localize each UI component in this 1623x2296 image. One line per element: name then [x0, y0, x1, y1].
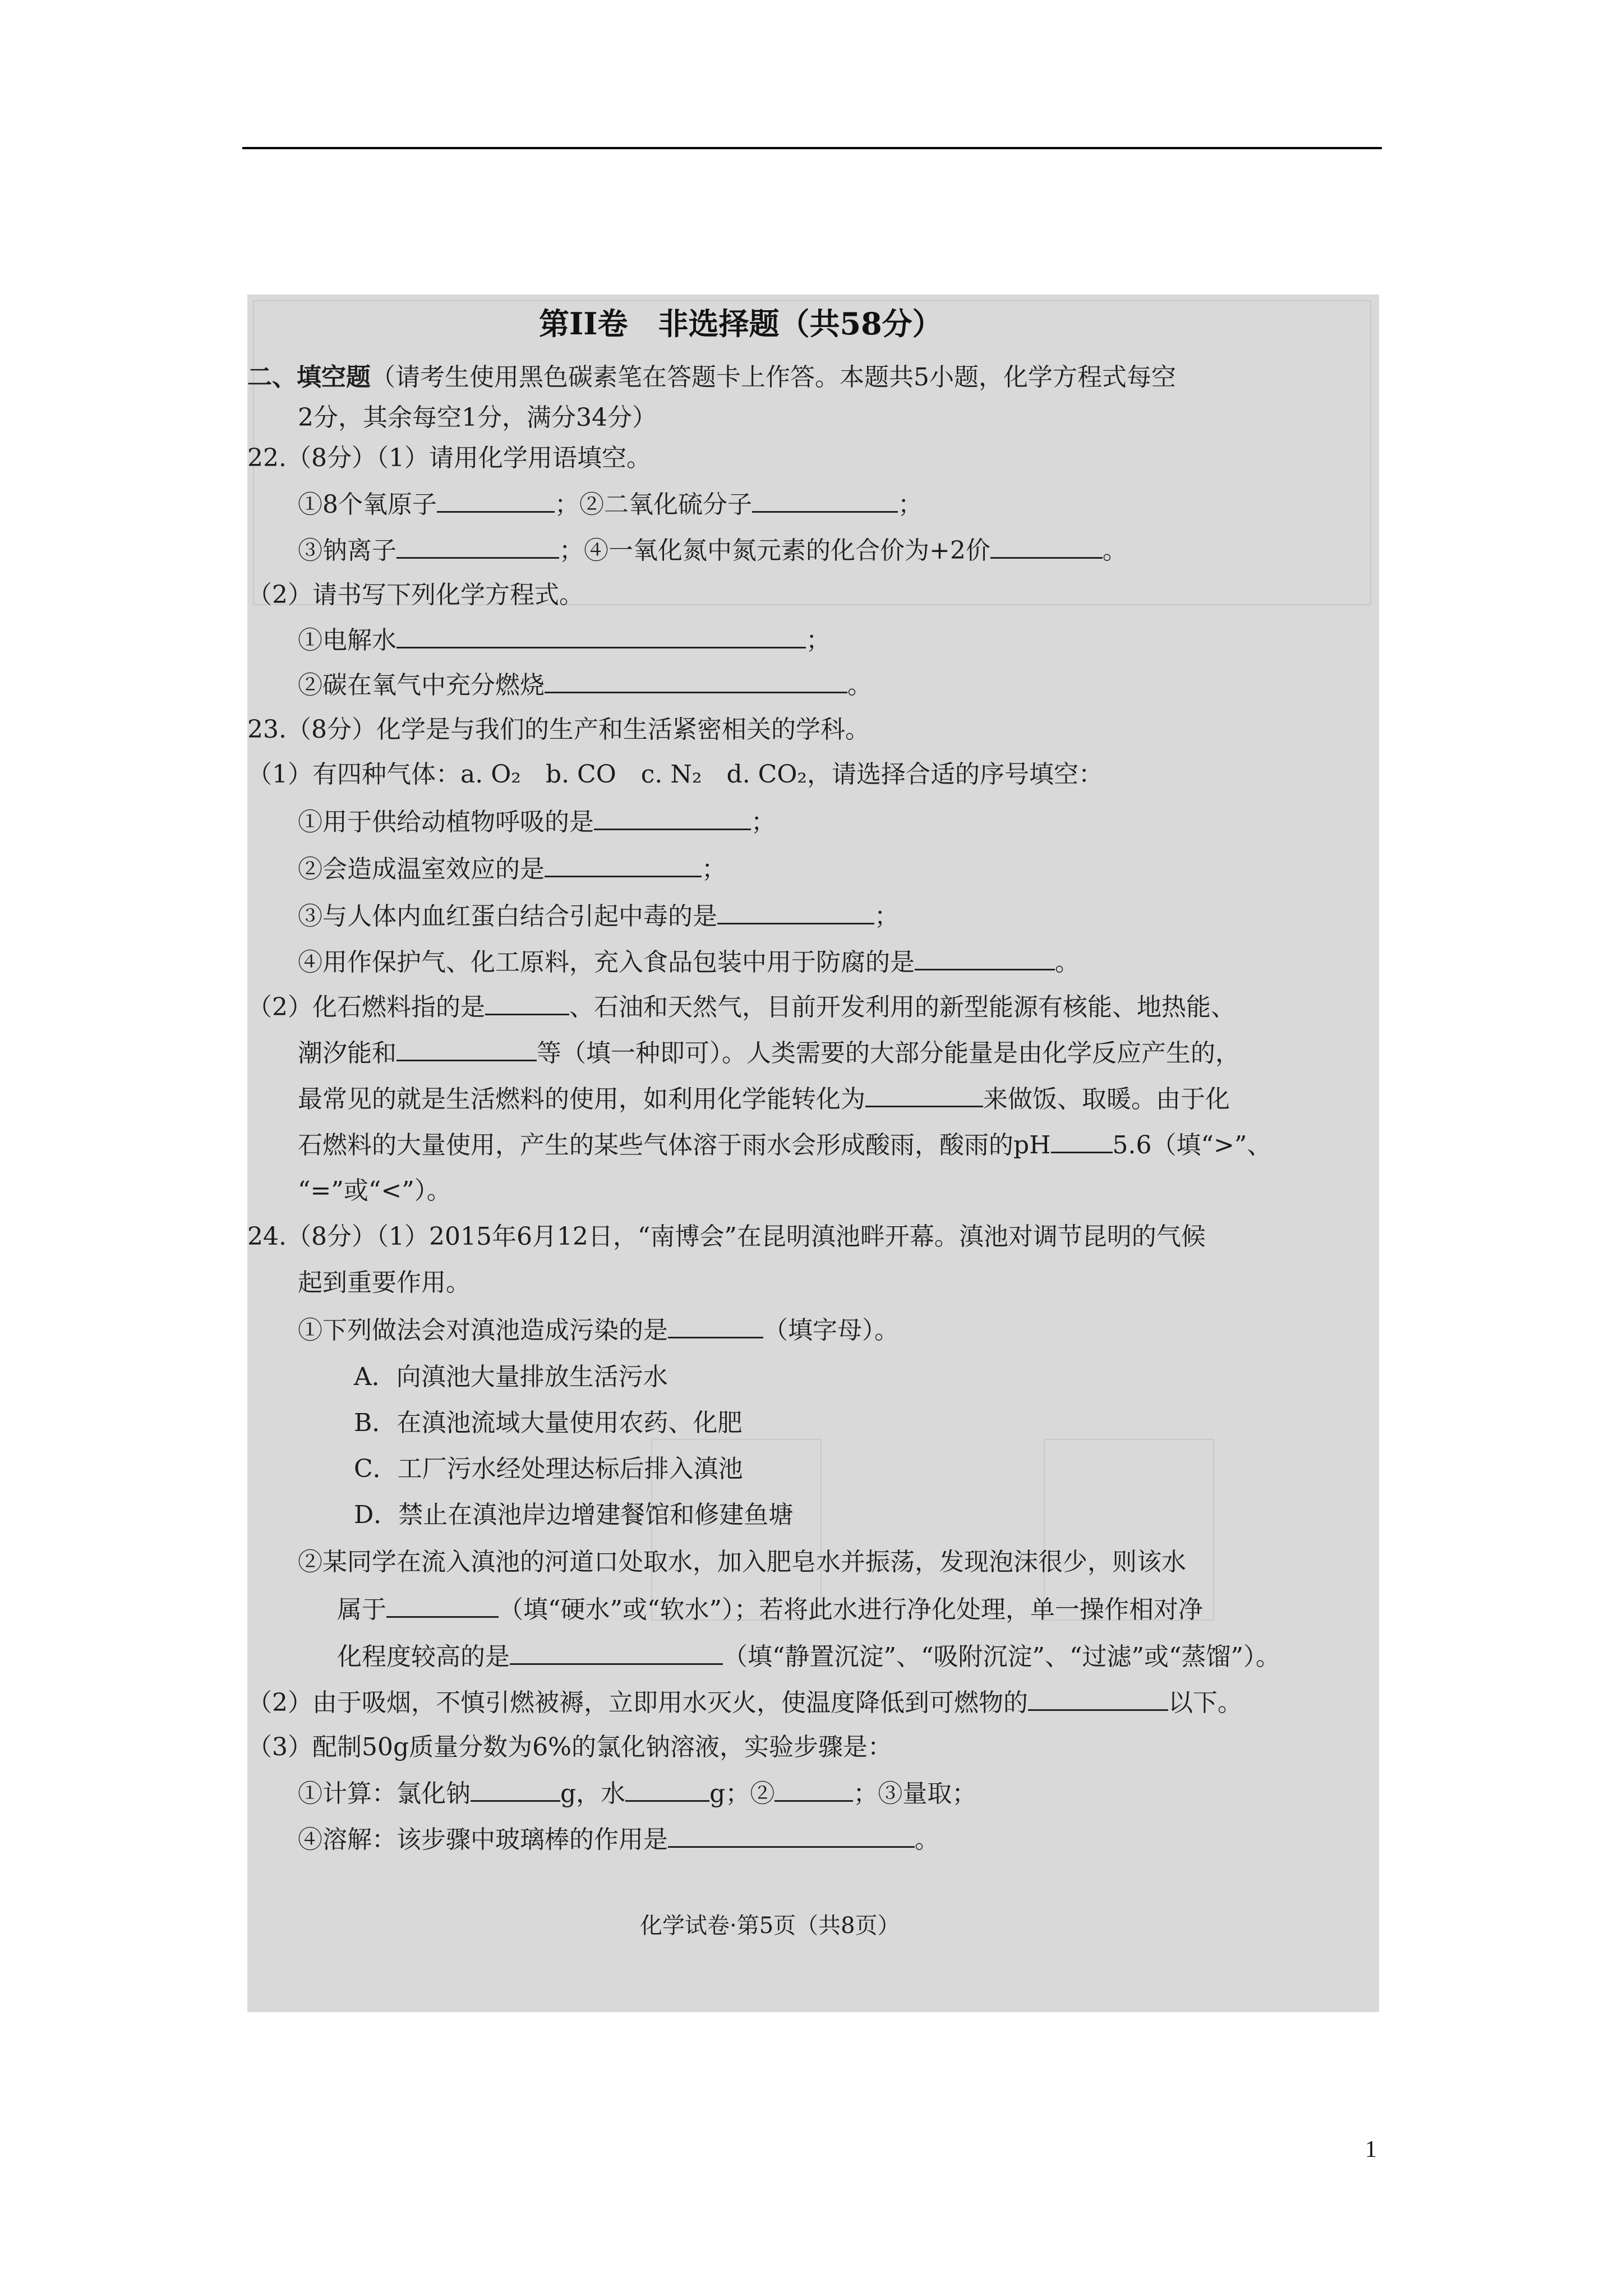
answer-blank[interactable]	[396, 535, 559, 559]
q24-option-c: C．工厂污水经处理达标后排入滇池	[354, 1455, 743, 1483]
q22-item3: ③钠离子	[298, 536, 396, 565]
q22-item2: ；②二氧化硫分子	[555, 490, 752, 519]
page-number: 1	[1365, 2137, 1377, 2162]
answer-blank[interactable]	[386, 1594, 499, 1618]
q23-sub2-text-a: （2）化石燃料指的是	[247, 993, 485, 1022]
q23-sub2-line1	[247, 991, 1235, 1023]
punctuation: ；	[806, 626, 831, 655]
answer-blank[interactable]	[396, 1037, 537, 1061]
q22-item5: ①电解水	[298, 626, 396, 655]
answer-blank[interactable]	[668, 1314, 763, 1338]
q23-head: 23.（8分）化学是与我们的生产和生活紧密相关的学科。	[247, 715, 870, 744]
scanned-exam-page	[247, 295, 1379, 2012]
answer-blank[interactable]	[471, 1778, 560, 1802]
q24-step1-d: ；③量取；	[853, 1779, 977, 1808]
q23-sub2-line4-a: 石燃料的大量使用，产生的某些气体溶于雨水会形成酸雨，酸雨的pH	[298, 1131, 1051, 1159]
q24-sub2	[247, 1687, 1242, 1719]
answer-blank[interactable]	[545, 853, 702, 877]
q24-c1	[298, 1314, 899, 1346]
q22-line4	[298, 669, 872, 701]
q24-option-d: D．禁止在滇池岸边增建餐馆和修建鱼塘	[354, 1501, 794, 1529]
q23-item3	[298, 900, 899, 932]
q22-item1: ①8个氧原子	[298, 490, 437, 519]
answer-blank[interactable]	[437, 489, 555, 513]
part2-instruction-1	[247, 362, 1176, 393]
q22-line3	[298, 624, 831, 656]
q23-sub2-line4-b: 5.6（填“>”、	[1112, 1131, 1272, 1159]
q24-step2-a: ④溶解：该步骤中玻璃棒的作用是	[298, 1825, 668, 1854]
q22-item4: ；④一氧化氮中氮元素的化合价为+2价	[559, 536, 990, 565]
q22-item6: ②碳在氧气中充分燃烧	[298, 671, 545, 700]
q22-line1	[298, 489, 923, 521]
answer-blank[interactable]	[774, 1778, 853, 1802]
q22-line2	[298, 535, 1127, 567]
answer-blank[interactable]	[717, 900, 874, 924]
header-rule	[242, 147, 1382, 149]
q23-item4	[298, 946, 1080, 978]
q24-step1	[298, 1778, 976, 1810]
q23-item3-text: ③与人体内血红蛋白结合引起中毒的是	[298, 902, 717, 931]
answer-blank[interactable]	[1028, 1687, 1168, 1711]
section-title: 第II卷 非选择题（共58分）	[539, 306, 943, 342]
answer-blank[interactable]	[865, 1083, 983, 1107]
q23-sub2-line3-a: 最常见的就是生活燃料的使用，如利用化学能转化为	[298, 1085, 865, 1114]
answer-blank[interactable]	[625, 1778, 709, 1802]
punctuation: 。	[847, 671, 872, 700]
punctuation: 。	[1102, 536, 1127, 565]
q23-sub1: （1）有四种气体：a. O₂ b. CO c. N₂ d. CO₂，请选择合适的序号填空：	[247, 760, 1104, 789]
answer-blank[interactable]	[594, 806, 751, 830]
q24-step1-c: g；②	[709, 1779, 775, 1808]
q24-c1-hint: （填字母）。	[763, 1316, 899, 1345]
punctuation: ；	[751, 808, 776, 836]
answer-blank[interactable]	[1051, 1129, 1113, 1153]
q23-item1-text: ①用于供给动植物呼吸的是	[298, 808, 594, 836]
q24-step2	[298, 1824, 939, 1856]
q24-head2: 起到重要作用。	[298, 1268, 471, 1297]
q24-c2-line2-a: 属于	[337, 1595, 386, 1624]
q22-head: 22.（8分）（1）请用化学用语填空。	[247, 444, 651, 472]
answer-blank[interactable]	[668, 1824, 915, 1848]
q24-step1-b: g，水	[560, 1779, 626, 1808]
q24-step1-a: ①计算：氯化钠	[298, 1779, 471, 1808]
q24-c2-line3	[337, 1641, 1280, 1673]
q23-item1	[298, 806, 776, 838]
punctuation: ；	[898, 490, 923, 519]
q24-head: 24.（8分）（1）2015年6月12日，“南博会”在昆明滇池畔开幕。滇池对调节昆明的气候	[247, 1222, 1206, 1251]
q23-sub2-line3-b: 来做饭、取暖。由于化	[983, 1085, 1230, 1114]
q23-item4-text: ④用作保护气、化工原料，充入食品包装中用于防腐的是	[298, 948, 915, 977]
punctuation: ；	[874, 902, 899, 931]
q24-sub3: （3）配制50g质量分数为6%的氯化钠溶液，实验步骤是：	[247, 1733, 892, 1761]
punctuation: 。	[1055, 948, 1080, 977]
q24-sub2-end: 以下。	[1168, 1688, 1242, 1717]
q23-sub2-text-b: 、石油和天然气，目前开发利用的新型能源有核能、地热能、	[569, 993, 1235, 1022]
q24-c2-line2	[337, 1594, 1203, 1626]
punctuation: ；	[702, 855, 726, 884]
part2-heading: 二、填空题	[247, 363, 371, 392]
q23-item2-text: ②会造成温室效应的是	[298, 855, 545, 884]
answer-blank[interactable]	[990, 535, 1103, 559]
q23-sub2-line4	[298, 1129, 1271, 1161]
q24-option-a: A．向滇池大量排放生活污水	[354, 1363, 668, 1391]
q23-sub2-line3	[298, 1083, 1230, 1115]
q23-sub2-line5: “=”或“<”）。	[298, 1176, 451, 1205]
answer-blank[interactable]	[545, 669, 847, 693]
exam-footer: 化学试卷·第5页（共8页）	[640, 1913, 900, 1939]
q24-c2-line3-a: 化程度较高的是	[337, 1642, 510, 1671]
answer-blank[interactable]	[915, 946, 1055, 970]
q24-option-b: B．在滇池流域大量使用农药、化肥	[354, 1409, 743, 1437]
q24-c2-line1: ②某同学在流入滇池的河道口处取水，加入肥皂水并振荡，发现泡沫很少，则该水	[298, 1548, 1186, 1576]
q22-sub2: （2）请书写下列化学方程式。	[247, 581, 584, 609]
q23-sub2-line2-a: 潮汐能和	[298, 1039, 396, 1068]
q24-sub2-text: （2）由于吸烟，不慎引燃被褥，立即用水灭火，使温度降低到可燃物的	[247, 1688, 1028, 1717]
answer-blank[interactable]	[485, 991, 569, 1015]
q23-item2	[298, 853, 726, 885]
punctuation: 。	[915, 1825, 939, 1854]
q23-sub2-line2	[298, 1037, 1240, 1069]
part2-instruction-text: （请考生使用黑色碳素笔在答题卡上作答。本题共5小题，化学方程式每空	[371, 363, 1176, 392]
q24-c2-line2-b: （填“硬水”或“软水”）；若将此水进行净化处理，单一操作相对净	[499, 1595, 1203, 1624]
q24-c1-text: ①下列做法会对滇池造成污染的是	[298, 1316, 668, 1345]
answer-blank[interactable]	[396, 624, 806, 648]
q23-sub2-line2-b: 等（填一种即可）。人类需要的大部分能量是由化学反应产生的，	[537, 1039, 1240, 1068]
q24-c2-line3-b: （填“静置沉淀”、“吸附沉淀”、“过滤”或“蒸馏”）。	[723, 1642, 1280, 1671]
answer-blank[interactable]	[510, 1641, 723, 1665]
answer-blank[interactable]	[752, 489, 898, 513]
part2-instruction-2: 2分，其余每空1分，满分34分）	[298, 403, 657, 432]
